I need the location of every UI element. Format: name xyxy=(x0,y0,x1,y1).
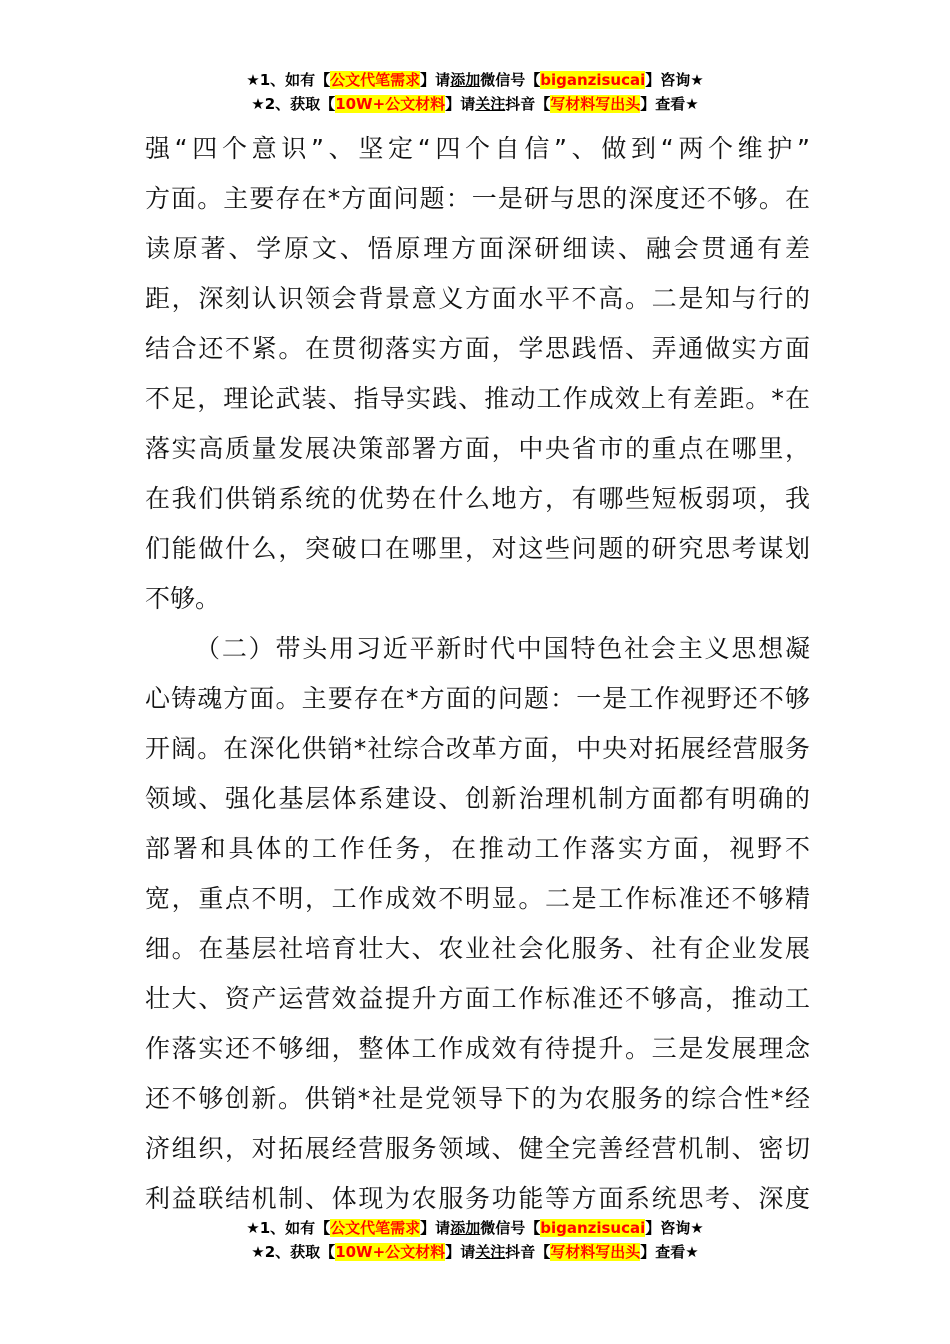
underlined-text: 关注 xyxy=(475,1243,506,1261)
text-line: 细。在基层社培育壮大、农业社会化服务、社有企业发展 xyxy=(145,934,810,963)
highlight-wechat-id: biganzisucai xyxy=(540,71,646,89)
text-line: 心铸魂方面。主要存在*方面的问题：一是工作视野还不够 xyxy=(145,684,810,713)
text-line: 宽，重点不明，工作成效不明显。二是工作标准还不够精 xyxy=(145,884,810,913)
highlight-service: 公文代笔需求 xyxy=(330,71,421,89)
banner-text: ★2、获取【 xyxy=(251,95,336,113)
banner-text: 】请 xyxy=(445,1243,476,1261)
section-heading-line: （二）带头用习近平新时代中国特色社会主义思想凝 xyxy=(195,634,810,663)
header-banner xyxy=(0,68,950,116)
banner-line-1 xyxy=(0,1216,950,1240)
text-line: 领域、强化基层体系建设、创新治理机制方面都有明确的 xyxy=(145,784,810,813)
text-line: 距，深刻认识领会背景意义方面水平不高。二是知与行的 xyxy=(145,284,810,313)
banner-text: 抖音【 xyxy=(505,1243,551,1261)
text-line: 读原著、学原文、悟原理方面深研细读、融会贯通有差 xyxy=(145,234,810,263)
text-line: 济组织，对拓展经营服务领域、健全完善经营机制、密切 xyxy=(145,1134,810,1163)
banner-text: 】咨询★ xyxy=(645,71,704,89)
banner-line-1 xyxy=(0,68,950,92)
highlight-service: 公文代笔需求 xyxy=(330,1219,421,1237)
banner-text: ★1、如有【 xyxy=(246,1219,331,1237)
banner-text: 】查看★ xyxy=(640,1243,699,1261)
underlined-text: 关注 xyxy=(475,95,506,113)
document-body xyxy=(145,124,810,1224)
text-line: 强“四个意识”、坚定“四个自信”、做到“两个维护” xyxy=(145,134,810,163)
highlight-wechat-id: biganzisucai xyxy=(540,1219,646,1237)
banner-text: 】查看★ xyxy=(640,95,699,113)
banner-text: 】咨询★ xyxy=(645,1219,704,1237)
banner-text: ★1、如有【 xyxy=(246,71,331,89)
text-line: 结合还不紧。在贯彻落实方面，学思践悟、弄通做实方面 xyxy=(145,334,810,363)
underlined-text: 添加 xyxy=(450,1219,481,1237)
text-line: 还不够创新。供销*社是党领导下的为农服务的综合性*经 xyxy=(145,1084,810,1113)
banner-line-2 xyxy=(0,92,950,116)
banner-line-2 xyxy=(0,1240,950,1264)
banner-text: ★2、获取【 xyxy=(251,1243,336,1261)
footer-banner xyxy=(0,1216,950,1264)
highlight-douyin-account: 写材料写出头 xyxy=(550,95,641,113)
text-line: 部署和具体的工作任务，在推动工作落实方面，视野不 xyxy=(145,834,810,863)
text-line: 不够。 xyxy=(145,584,221,613)
text-line: 利益联结机制、体现为农服务功能等方面系统思考、深度 xyxy=(145,1184,810,1213)
text-line: 在我们供销系统的优势在什么地方，有哪些短板弱项，我 xyxy=(145,484,810,513)
banner-text: 】请 xyxy=(420,1219,451,1237)
banner-text: 抖音【 xyxy=(505,95,551,113)
text-line: 们能做什么，突破口在哪里，对这些问题的研究思考谋划 xyxy=(145,534,810,563)
highlight-materials: 10W+公文材料 xyxy=(335,95,446,113)
banner-text: 】请 xyxy=(420,71,451,89)
banner-text: 微信号【 xyxy=(480,1219,541,1237)
text-line: 壮大、资产运营效益提升方面工作标准还不够高，推动工 xyxy=(145,984,810,1013)
banner-text: 微信号【 xyxy=(480,71,541,89)
text-line: 方面。主要存在*方面问题：一是研与思的深度还不够。在 xyxy=(145,184,810,213)
text-line: 不足，理论武装、指导实践、推动工作成效上有差距。*在 xyxy=(145,384,810,413)
text-line: 开阔。在深化供销*社综合改革方面，中央对拓展经营服务 xyxy=(145,734,810,763)
text-line: 作落实还不够细，整体工作成效有待提升。三是发展理念 xyxy=(145,1034,810,1063)
text-line: 落实高质量发展决策部署方面，中央省市的重点在哪里， xyxy=(145,434,810,463)
highlight-douyin-account: 写材料写出头 xyxy=(550,1243,641,1261)
banner-text: 】请 xyxy=(445,95,476,113)
highlight-materials: 10W+公文材料 xyxy=(335,1243,446,1261)
underlined-text: 添加 xyxy=(450,71,481,89)
